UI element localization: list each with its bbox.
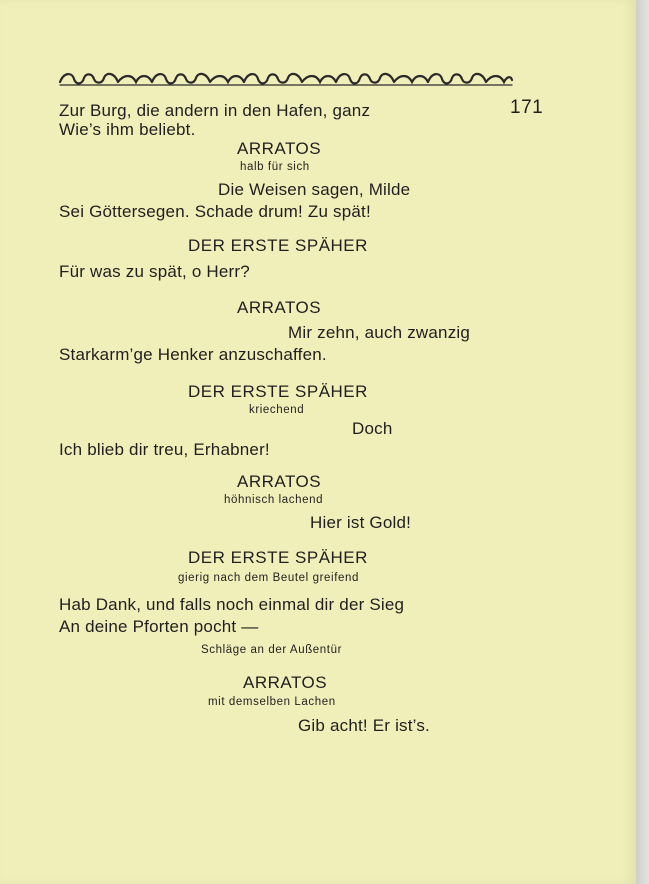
speaker-name: ARRATOS [237, 472, 322, 491]
stage-direction: Schläge an der Außentür [201, 644, 343, 656]
stage-direction: mit demselben Lachen [208, 696, 336, 708]
page-number: 171 [510, 97, 544, 118]
verse-line: Starkarm’ge Henker anzuschaffen. [59, 345, 327, 364]
speaker-name: ARRATOS [237, 298, 322, 317]
verse-line: Für was zu spät, o Herr? [59, 262, 250, 281]
verse-line: Die Weisen sagen, Milde [218, 180, 411, 199]
stage-direction: gierig nach dem Beutel greifend [178, 572, 359, 584]
stage-direction: halb für sich [240, 161, 310, 173]
speaker-name: DER ERSTE SPÄHER [188, 382, 368, 401]
speaker-name: DER ERSTE SPÄHER [188, 236, 368, 255]
speaker-name: DER ERSTE SPÄHER [188, 548, 368, 567]
stage-direction: höhnisch lachend [224, 494, 324, 506]
verse-line: Doch [352, 419, 393, 438]
verse-line: Hab Dank, und falls noch einmal dir der Sieg [59, 595, 405, 614]
verse-line: Ich blieb dir treu, Erhabner! [59, 440, 270, 459]
speaker-name: ARRATOS [237, 139, 322, 158]
verse-line: Mir zehn, auch zwanzig [288, 323, 471, 342]
decorative-border-ornament [58, 70, 514, 88]
verse-line: An deine Pforten pocht — [59, 617, 259, 636]
verse-line: Hier ist Gold! [310, 513, 412, 532]
page-edge [636, 0, 649, 884]
verse-line: Sei Göttersegen. Schade drum! Zu spät! [59, 202, 371, 221]
verse-line: Zur Burg, die andern in den Hafen, ganz [59, 101, 371, 120]
speaker-name: ARRATOS [243, 673, 328, 692]
stage-direction: kriechend [249, 404, 305, 416]
verse-line: Gib acht! Er ist’s. [298, 716, 430, 735]
verse-line: Wie’s ihm beliebt. [59, 120, 196, 139]
